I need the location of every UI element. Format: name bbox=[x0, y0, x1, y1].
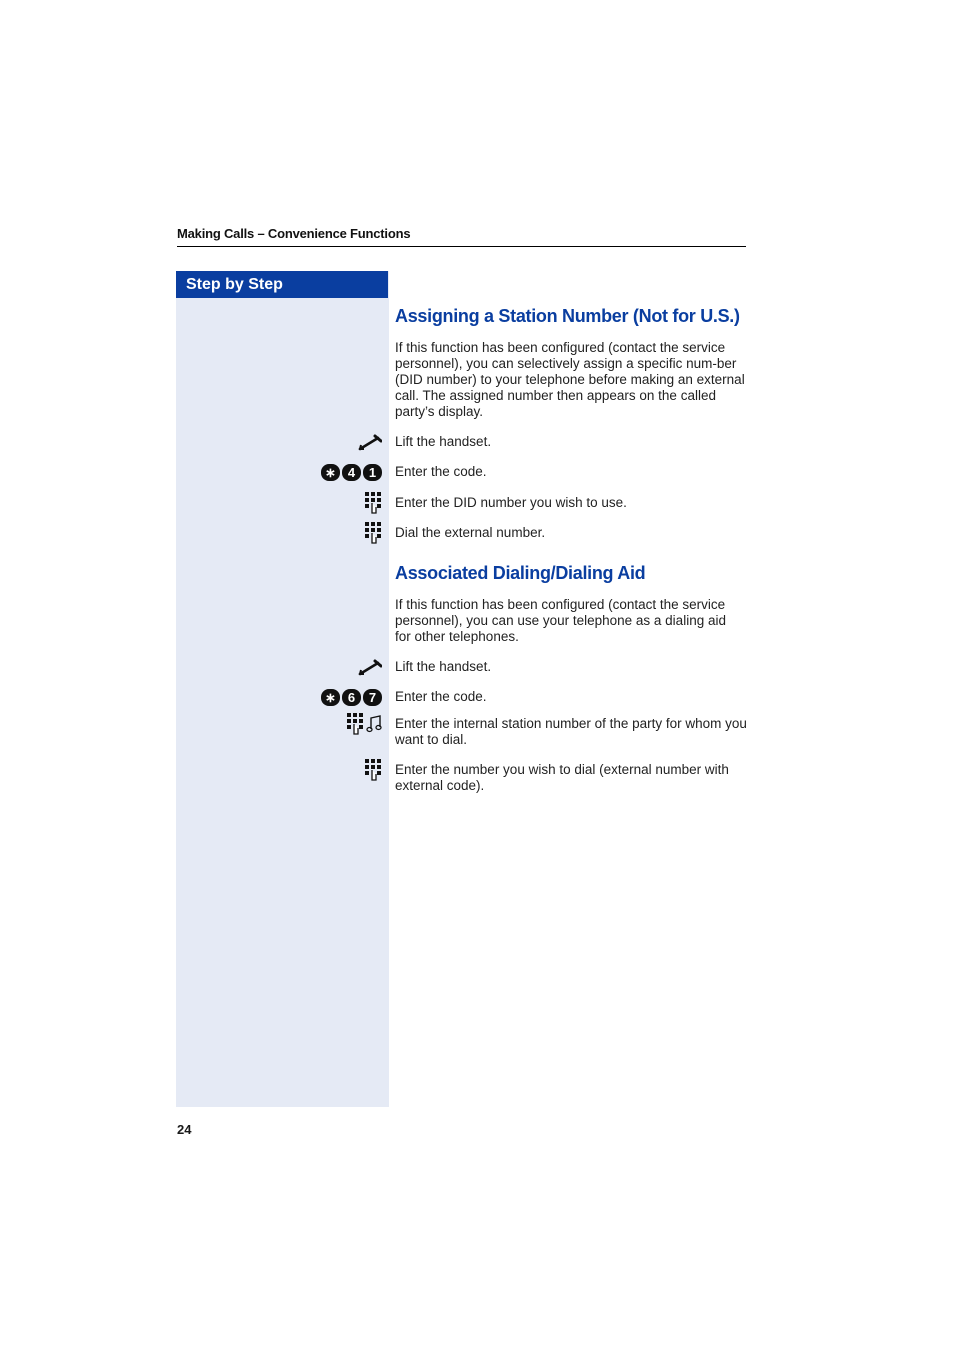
keypad-icon bbox=[364, 491, 382, 515]
star-key-icon: ∗ bbox=[321, 689, 340, 706]
star-key-icon: ∗ bbox=[321, 464, 340, 481]
keypad-icon bbox=[346, 712, 364, 736]
step-icon bbox=[358, 433, 382, 451]
section-intro: If this function has been configured (contact the service personnel), you can selectively assign a specific num-ber (DID number) to your telephone before making an external call. The assigned number then appears on the called party’s display. bbox=[395, 340, 745, 419]
handset-lift-icon bbox=[358, 433, 382, 451]
digit-key-icon: 4 bbox=[342, 464, 361, 481]
step-text: Enter the internal station number of the party for whom you want to dial. bbox=[395, 716, 747, 747]
musical-note-icon bbox=[366, 715, 382, 733]
keypad-icon bbox=[364, 491, 382, 515]
step-text: Enter the number you wish to dial (external number with external code). bbox=[395, 762, 729, 793]
code-keys-icon bbox=[321, 689, 382, 706]
step-icon bbox=[358, 658, 382, 676]
handset-lift-icon bbox=[358, 658, 382, 676]
section-title-assigning-station-number: Assigning a Station Number (Not for U.S.) bbox=[395, 306, 740, 326]
page-number: 24 bbox=[177, 1122, 192, 1137]
code-keys-icon bbox=[321, 464, 382, 481]
step-text: Enter the code. bbox=[395, 689, 487, 704]
keypad-icon bbox=[364, 758, 382, 782]
step-text: Lift the handset. bbox=[395, 434, 492, 449]
section-title-associated-dialing: Associated Dialing/Dialing Aid bbox=[395, 563, 646, 583]
keypad-with-tone-icon bbox=[346, 712, 382, 736]
header-rule bbox=[177, 246, 746, 247]
running-head: Making Calls – Convenience Functions bbox=[177, 226, 411, 241]
keypad-icon bbox=[364, 758, 382, 782]
step-text: Enter the DID number you wish to use. bbox=[395, 495, 627, 510]
step-text: Enter the code. bbox=[395, 464, 487, 479]
step-text: Lift the handset. bbox=[395, 659, 492, 674]
section-intro: If this function has been configured (contact the service personnel), you can use your telephone as a dialing aid for other telephones. bbox=[395, 597, 726, 644]
digit-key-icon: 7 bbox=[363, 689, 382, 706]
digit-key-icon: 1 bbox=[363, 464, 382, 481]
sidebar-title: Step by Step bbox=[176, 271, 388, 298]
keypad-icon bbox=[364, 521, 382, 545]
keypad-icon bbox=[364, 521, 382, 545]
digit-key-icon: 6 bbox=[342, 689, 361, 706]
step-text: Dial the external number. bbox=[395, 525, 546, 540]
